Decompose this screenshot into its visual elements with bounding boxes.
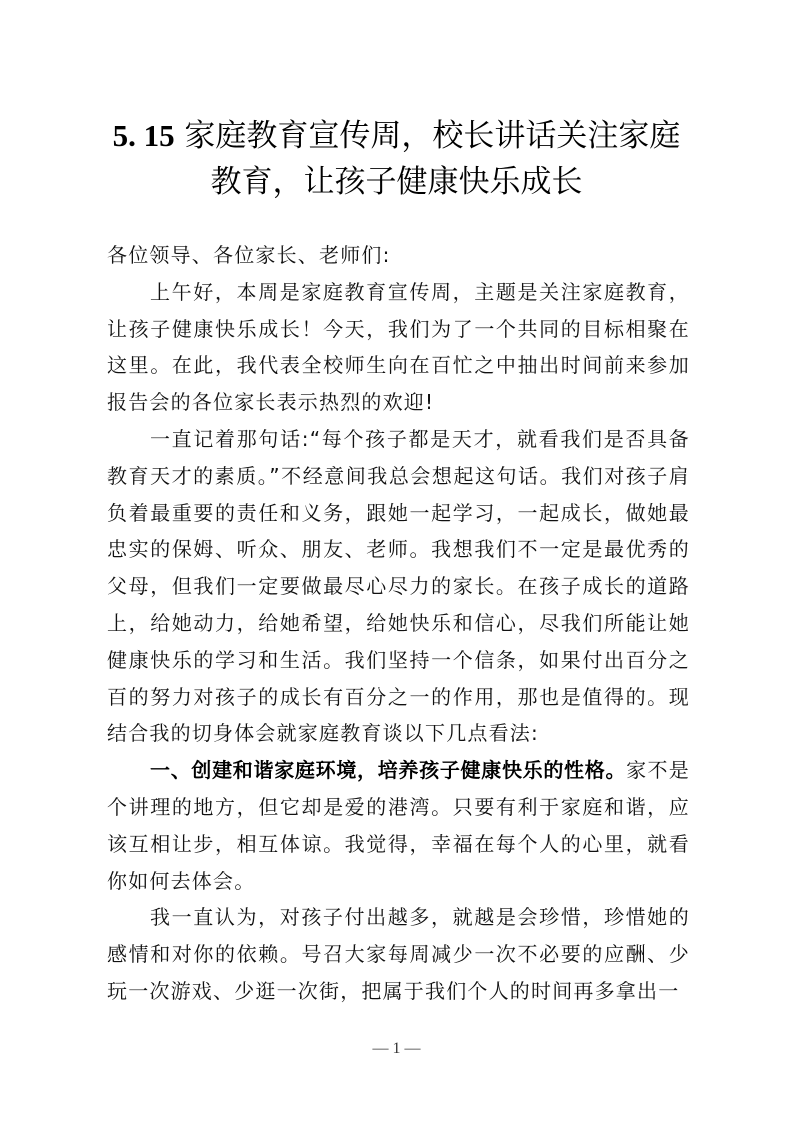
document-body bbox=[107, 237, 690, 1010]
salutation: 各位领导、各位家长、老师们: bbox=[107, 243, 391, 267]
paragraph-quote: 一直记着那句话:“每个孩子都是天才，就看我们是否具备教育天才的素质。”不经意间我总会想起这句话。我们对孩子肩负着最重要的责任和义务，跟她一起学习，一起成长，做她最忠实的保姆、听众、朋友、老师。我想我们不一定是最优秀的父母，但我们一定要做最尽心尽力的家长。在孩子成长的道路上，给她动力，给她希望，给她快乐和信心，尽我们所能让她健康快乐的学习和生活。我们坚持一个信条，如果付出百分之百的努力对孩子的成长有百分之一的作用，那也是值得的。现结合我的切身体会就家庭教育谈以下几点看法: bbox=[107, 426, 690, 746]
paragraph-greeting: 上午好，本周是家庭教育宣传周，主题是关注家庭教育，让孩子健康快乐成长！今天，我们为了一个共同的目标相聚在这里。在此，我代表全校师生向在百忙之中抽出时间前来参加报告会的各位家长表示热烈的欢迎! bbox=[107, 279, 690, 415]
paragraph-section-one bbox=[107, 752, 690, 899]
paragraph-investment: 我一直认为，对孩子付出越多，就越是会珍惜，珍惜她的感情和对你的依赖。号召大家每周减少一次不必要的应酬、少玩一次游戏、少逛一次街，把属于我们个人的时间再多拿出一 bbox=[107, 905, 690, 1003]
title-number: 5. 15 bbox=[112, 118, 175, 153]
title-line2: 教育，让孩子健康快乐成长 bbox=[210, 164, 583, 200]
title-line1: 家庭教育宣传周，校长讲话关注家庭 bbox=[174, 118, 681, 154]
section-text: 家不是个讲理的地方，但它却是爱的港湾。只要有利于家庭和谐，应该互相让步，相互体谅。我觉得，幸福在每个人的心里，就看你如何去体会。 bbox=[107, 758, 690, 893]
document-title bbox=[95, 113, 698, 205]
page-number: — 1 — bbox=[372, 1040, 421, 1057]
section-heading: 一、创建和谐家庭环境，培养孩子健康快乐的性格。 bbox=[150, 758, 627, 783]
